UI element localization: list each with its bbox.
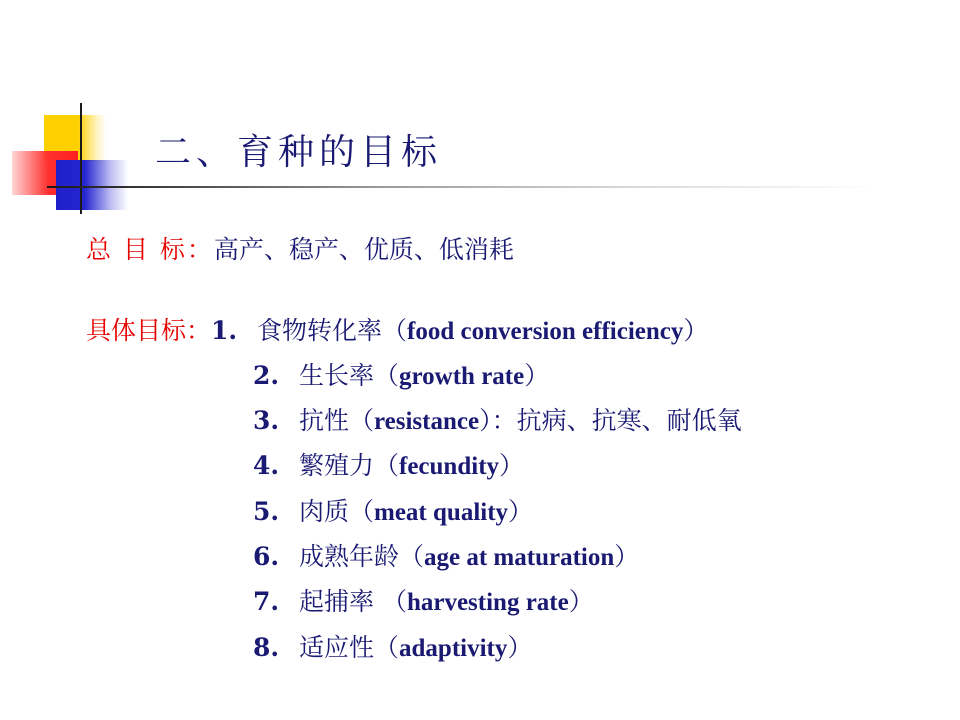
goal-item-4	[253, 451, 524, 482]
item-number: 3.	[253, 406, 280, 435]
specific-goals-row-1	[86, 316, 708, 347]
item-en: age at maturation	[424, 544, 615, 571]
goal-item-5	[253, 497, 533, 528]
title-underline	[47, 186, 877, 188]
item-cn: 成熟年龄（	[299, 542, 425, 571]
overall-goal-row	[86, 235, 514, 265]
item-cn: 繁殖力（	[299, 451, 400, 480]
item-close: ）	[508, 497, 534, 526]
item-number: 4.	[253, 451, 280, 480]
item-en: resistance	[374, 408, 480, 435]
item-close: ）	[614, 542, 640, 571]
item-en: fecundity	[399, 453, 500, 480]
item-cn: 肉质（	[299, 497, 375, 526]
item-en: growth rate	[399, 363, 525, 390]
goal-item-6	[253, 542, 639, 573]
decor-vertical-line	[80, 103, 82, 214]
item-close: ）：	[479, 406, 517, 435]
item-cn: 生长率（	[299, 361, 400, 390]
item-close: ）	[524, 361, 550, 390]
item-en: meat quality	[374, 499, 509, 526]
item-close: ）	[568, 587, 594, 616]
item-cn: 食物转化率（	[257, 316, 408, 345]
item-close: ）	[683, 316, 709, 345]
item-cn: 适应性（	[299, 633, 400, 662]
item-number: 6.	[253, 542, 280, 571]
goal-item-8	[253, 633, 532, 664]
item-en: adaptivity	[399, 635, 508, 662]
item-number: 8.	[253, 633, 280, 662]
goal-item-3	[253, 406, 742, 437]
goal-item-7	[253, 587, 594, 618]
slide-title: 二、育种的目标	[155, 132, 443, 173]
item-number: 1.	[211, 316, 238, 345]
item-number: 7.	[253, 587, 280, 616]
item-extra: 抗病、抗寒、耐低氧	[516, 406, 742, 435]
item-close: ）	[499, 451, 525, 480]
decor-blue-square	[56, 160, 128, 210]
specific-goals-label: 具体目标：	[86, 316, 212, 345]
item-number: 2.	[253, 361, 280, 390]
item-close: ）	[507, 633, 533, 662]
item-cn: 起捕率 （	[299, 587, 407, 616]
item-en: harvesting rate	[406, 589, 569, 616]
overall-goal-text: 高产、稳产、优质、低消耗	[213, 235, 514, 264]
item-number: 5.	[253, 497, 280, 526]
item-cn: 抗性（	[299, 406, 375, 435]
goal-item-2	[253, 361, 549, 392]
overall-goal-label: 总 目 标：	[86, 235, 214, 264]
item-en: food conversion efficiency	[407, 318, 684, 345]
